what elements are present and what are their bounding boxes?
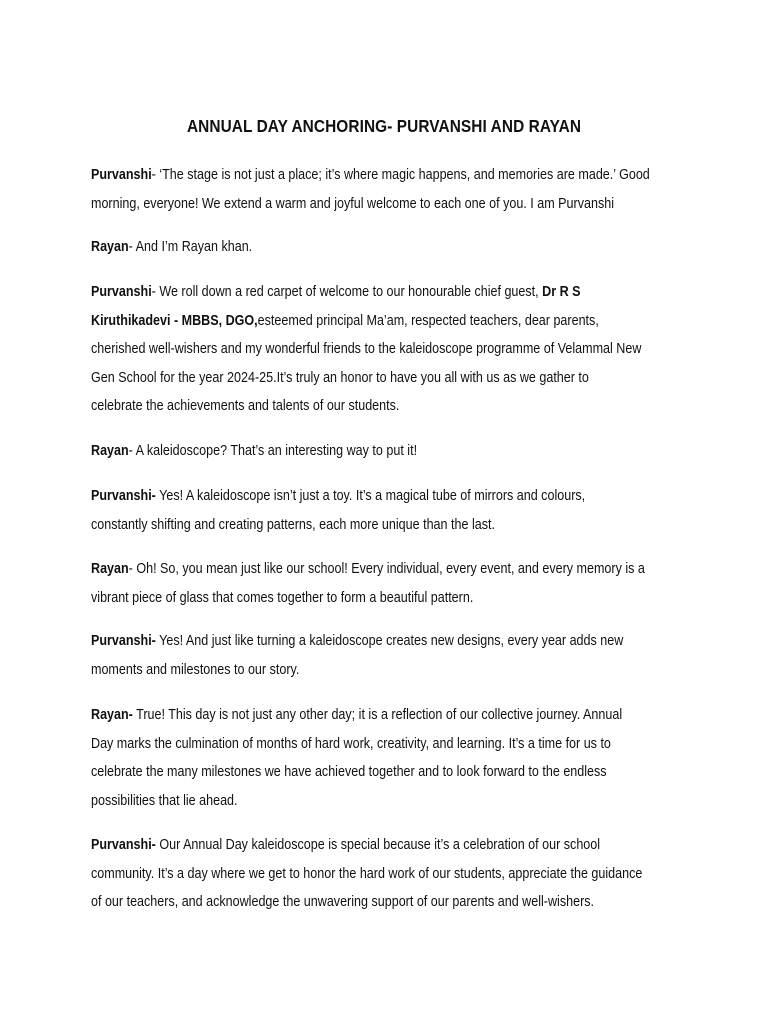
dialogue-text: - We roll down a red carpet of welcome to our honourable chief guest, [151,284,543,300]
speaker-name: Rayan- [91,707,133,723]
dialogue-text: Our Annual Day kaleidoscope is special because it’s a celebration of our school [155,837,601,853]
dialogue-text: Yes! A kaleidoscope isn’t just a toy. It’s a magical tube of mirrors and colours, [155,488,586,504]
paragraph-line: constantly shifting and creating patterns, each more unique than the last. [91,516,495,533]
dialogue-text: - And I’m Rayan khan. [128,239,253,255]
paragraph-line: cherished well-wishers and my wonderful friends to the kaleidoscope programme of Velammal New [91,341,642,358]
speaker-name: Purvanshi- [91,837,156,853]
paragraph-line: vibrant piece of glass that comes together to form a beautiful pattern. [91,589,474,606]
paragraph-line: celebrate the achievements and talents of our students. [91,398,400,415]
paragraph-line: community. It’s a day where we get to honor the hard work of our students, appreciate the guidance [91,865,643,882]
paragraph-line: of our teachers, and acknowledge the unwavering support of our parents and well-wishers. [91,894,595,911]
paragraph-rayan-journey [91,701,624,815]
paragraph-purvanshi-celebration [91,831,643,917]
paragraph-line [91,233,624,262]
chief-guest-credentials: Kiruthikadevi - MBBS, DGO, [91,312,258,329]
speaker-name: Purvanshi- [91,633,156,649]
speaker-name: Purvanshi [91,167,152,183]
paragraph-purvanshi-designs [91,627,624,684]
paragraph-line [91,278,624,307]
paragraph-line: moments and milestones to our story. [91,661,300,678]
paragraph-line: morning, everyone! We extend a warm and joyful welcome to each one of you. I am Purvanshi [91,195,614,212]
speaker-name: Rayan [91,239,129,255]
paragraph-line: possibilities that lie ahead. [91,792,238,809]
paragraph-line [91,482,624,511]
paragraph-purvanshi-welcome [91,278,642,421]
dialogue-text: esteemed principal Ma’am, respected teachers, dear parents, [257,312,599,329]
paragraph-line: celebrate the many milestones we have achieved together and to look forward to the endless [91,764,607,781]
speaker-name: Rayan [91,561,129,577]
paragraph-line: Gen School for the year 2024-25.It’s truly an honor to have you all with us as we gather to [91,369,589,386]
paragraph-line [91,307,624,336]
paragraph-rayan-intro [91,233,624,262]
chief-guest-name: Dr R S [542,284,581,300]
paragraph-line [91,627,624,656]
paragraph-line [91,701,624,730]
paragraph-line [91,161,650,190]
speaker-name: Rayan [91,443,129,459]
paragraph-purvanshi-opening [91,161,650,218]
paragraph-line [91,437,624,466]
speaker-name: Purvanshi [91,284,152,300]
dialogue-text: True! This day is not just any other day; it is a reflection of our collective journey. Annual [132,707,623,723]
paragraph-rayan-kaleidoscope [91,437,624,466]
paragraph-purvanshi-toy [91,482,624,539]
paragraph-line [91,831,624,860]
paragraph-line [91,555,645,584]
document-title: ANNUAL DAY ANCHORING- PURVANSHI AND RAYAN [186,116,582,136]
dialogue-text: - A kaleidoscope? That’s an interesting way to put it! [128,443,418,459]
dialogue-text: Yes! And just like turning a kaleidoscope creates new designs, every year adds new [155,633,624,649]
paragraph-rayan-school [91,555,645,612]
dialogue-text: - Oh! So, you mean just like our school! Every individual, every event, and every memory is a [128,561,645,577]
paragraph-line: Day marks the culmination of months of hard work, creativity, and learning. It’s a time for us to [91,735,611,752]
speaker-name: Purvanshi- [91,488,156,504]
dialogue-text: - ‘The stage is not just a place; it’s where magic happens, and memories are made.’ Good [151,167,650,183]
